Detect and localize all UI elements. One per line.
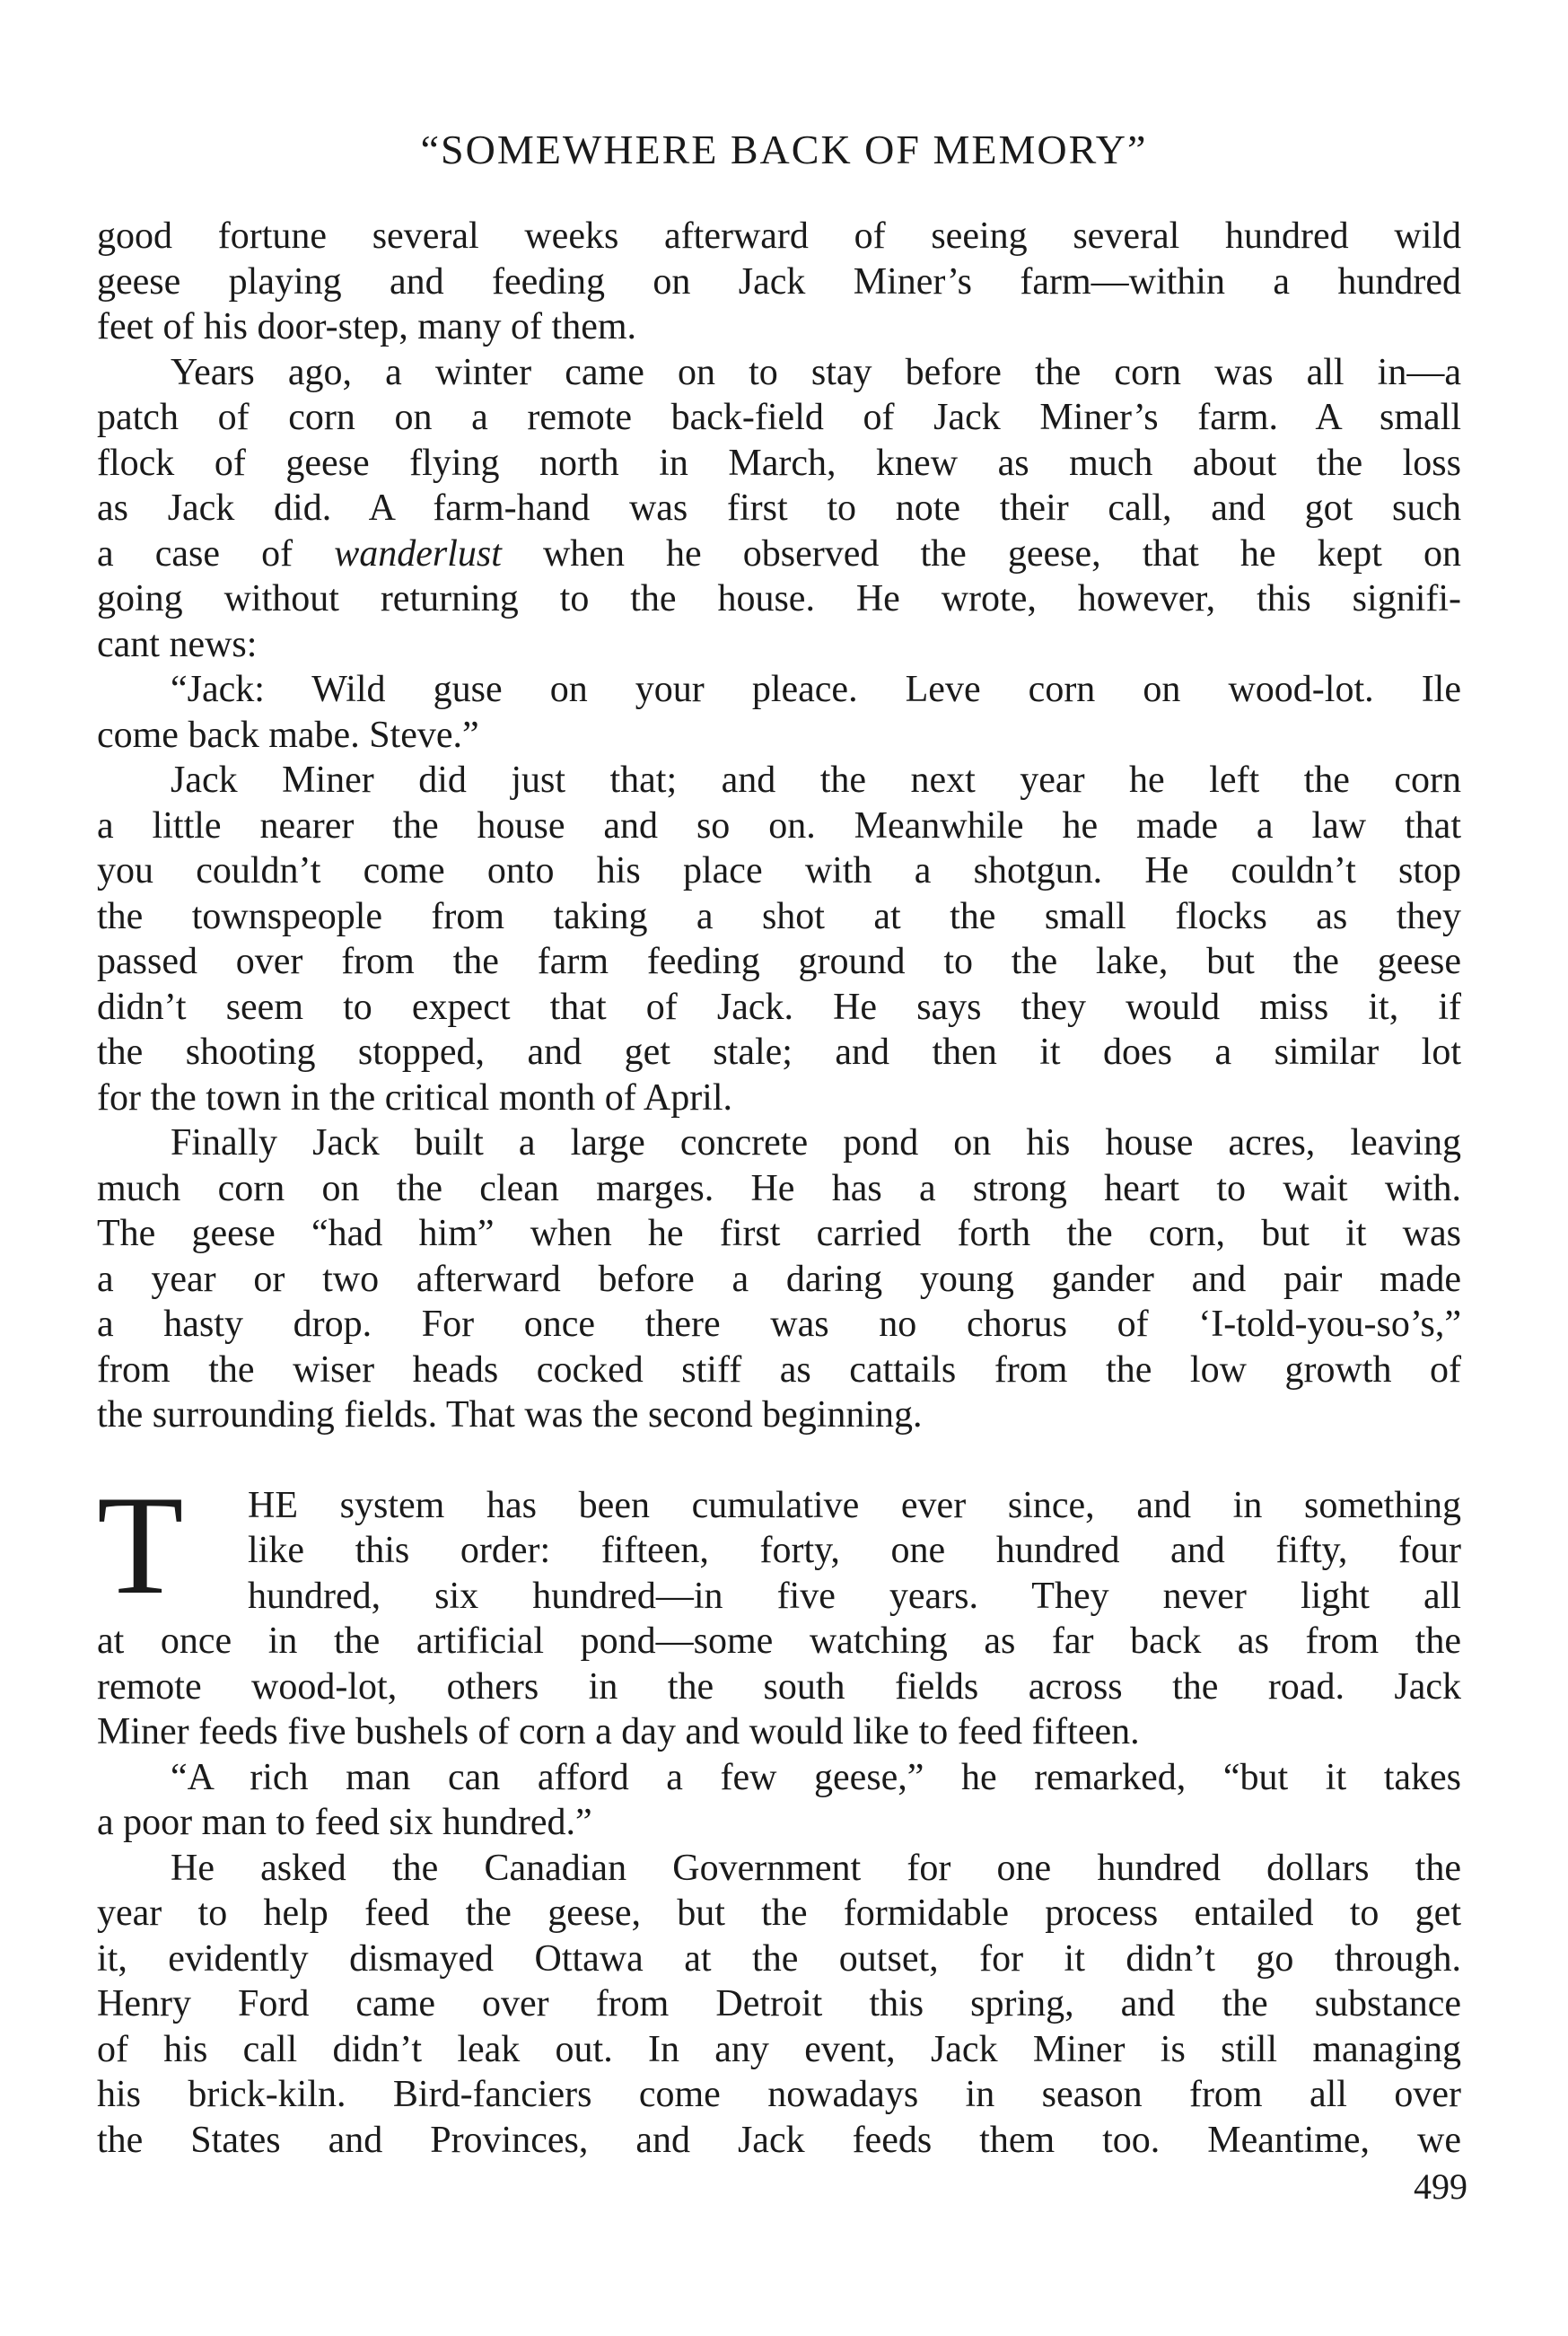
italic-word: wanderlust bbox=[334, 532, 502, 575]
text-line: come back mabe. Steve.” bbox=[97, 714, 479, 756]
text-line: feet of his door-step, many of them. bbox=[97, 306, 637, 347]
text-line: Jack Miner did just that; and the next year he left the corn bbox=[171, 760, 1461, 801]
text-line: going without returning to the house. He wrote, however, this signifi- bbox=[97, 578, 1461, 619]
text-line: at once in the artificial pond—some watching as far back as from the bbox=[97, 1620, 1461, 1662]
text-line: patch of corn on a remote back-field of Jack Miner’s farm. A small bbox=[97, 397, 1461, 438]
text-line: Years ago, a winter came on to stay before the corn was all in—a bbox=[171, 351, 1461, 393]
text-line: the shooting stopped, and get stale; and then it does a similar lot bbox=[97, 1032, 1461, 1073]
paragraph-6 bbox=[97, 1466, 1461, 1755]
text-line: flock of geese flying north in March, knew as much about the loss bbox=[97, 442, 1461, 484]
text-line: a year or two afterward before a daring young gander and pair made bbox=[97, 1258, 1461, 1300]
text-line: from the wiser heads cocked stiff as cattails from the low growth of bbox=[97, 1348, 1461, 1391]
text-line: the States and Provinces, and Jack feeds them too. Meantime, we bbox=[97, 2119, 1461, 2161]
text-line: passed over from the farm feeding ground to the lake, but the geese bbox=[97, 941, 1461, 982]
paragraph-3-quote bbox=[97, 667, 1461, 758]
text-line: Miner feeds five bushels of corn a day and would like to feed fifteen. bbox=[97, 1711, 1140, 1752]
drop-cap: T bbox=[97, 1466, 184, 1624]
text-line: a poor man to feed six hundred.” bbox=[97, 1802, 592, 1843]
paragraph-1 bbox=[97, 214, 1461, 350]
text-line: hundred, six hundred—in five years. They never light all bbox=[248, 1575, 1461, 1617]
paragraph-4 bbox=[97, 758, 1461, 1120]
section-break bbox=[97, 1438, 1461, 1483]
text-line: year to help feed the geese, but the formidable process entailed to get bbox=[97, 1893, 1461, 1934]
text-line: the surrounding fields. That was the second beginning. bbox=[97, 1394, 923, 1436]
text-line: Finally Jack built a large concrete pond on his house acres, leaving bbox=[171, 1122, 1461, 1164]
text-line: it, evidently dismayed Ottawa at the outset, for it didn’t go through. bbox=[97, 1937, 1461, 1980]
text-line: He asked the Canadian Government for one hundred dollars the bbox=[171, 1847, 1461, 1889]
text-line: much corn on the clean marges. He has a strong heart to wait with. bbox=[97, 1167, 1461, 1209]
text-line: “A rich man can afford a few geese,” he remarked, “but it takes bbox=[171, 1756, 1461, 1798]
text-line: a hasty drop. For once there was no chorus of ‘I-told-you-so’s,” bbox=[97, 1304, 1461, 1345]
text-line: for the town in the critical month of April. bbox=[97, 1076, 733, 1119]
text-column bbox=[97, 214, 1461, 2163]
text-line: Henry Ford came over from Detroit this spring, and the substance bbox=[97, 1983, 1461, 2024]
text-line: the townspeople from taking a shot at the small flocks as they bbox=[97, 895, 1461, 937]
text-line: geese playing and feeding on Jack Miner’s farm—within a hundred bbox=[97, 260, 1461, 303]
text-line bbox=[97, 531, 1461, 577]
text-line: “Jack: Wild guse on your pleace. Leve corn on wood-lot. Ile bbox=[171, 669, 1461, 710]
text-line: as Jack did. A farm-hand was first to note their call, and got such bbox=[97, 487, 1461, 529]
text-line: HE system has been cumulative ever since, and in something bbox=[248, 1484, 1461, 1526]
text-line: good fortune several weeks afterward of seeing several hundred wild bbox=[97, 215, 1461, 257]
paragraph-8 bbox=[97, 1846, 1461, 2164]
paragraph-2 bbox=[97, 350, 1461, 668]
text-line: like this order: fifteen, forty, one hundred and fifty, four bbox=[248, 1530, 1461, 1571]
text-run: when he observed the geese, that he kept on bbox=[501, 532, 1461, 575]
text-line: cant news: bbox=[97, 623, 258, 665]
paragraph-7 bbox=[97, 1755, 1461, 1846]
text-line: didn’t seem to expect that of Jack. He says they would miss it, if bbox=[97, 986, 1461, 1028]
text-line: you couldn’t come onto his place with a shotgun. He couldn’t stop bbox=[97, 850, 1461, 891]
text-line: of his call didn’t leak out. In any event, Jack Miner is still managing bbox=[97, 2028, 1461, 2070]
text-line: his brick-kiln. Bird-fanciers come nowadays in season from all over bbox=[97, 2074, 1461, 2115]
paragraph-5 bbox=[97, 1120, 1461, 1438]
running-head: “SOMEWHERE BACK OF MEMORY” bbox=[420, 127, 1148, 172]
text-line: remote wood-lot, others in the south fields across the road. Jack bbox=[97, 1665, 1461, 1708]
text-run: a case of bbox=[97, 532, 335, 575]
text-line: a little nearer the house and so on. Meanwhile he made a law that bbox=[97, 804, 1461, 847]
page-number: 499 bbox=[1414, 2166, 1467, 2207]
text-line: The geese “had him” when he first carried forth the corn, but it was bbox=[97, 1213, 1461, 1254]
